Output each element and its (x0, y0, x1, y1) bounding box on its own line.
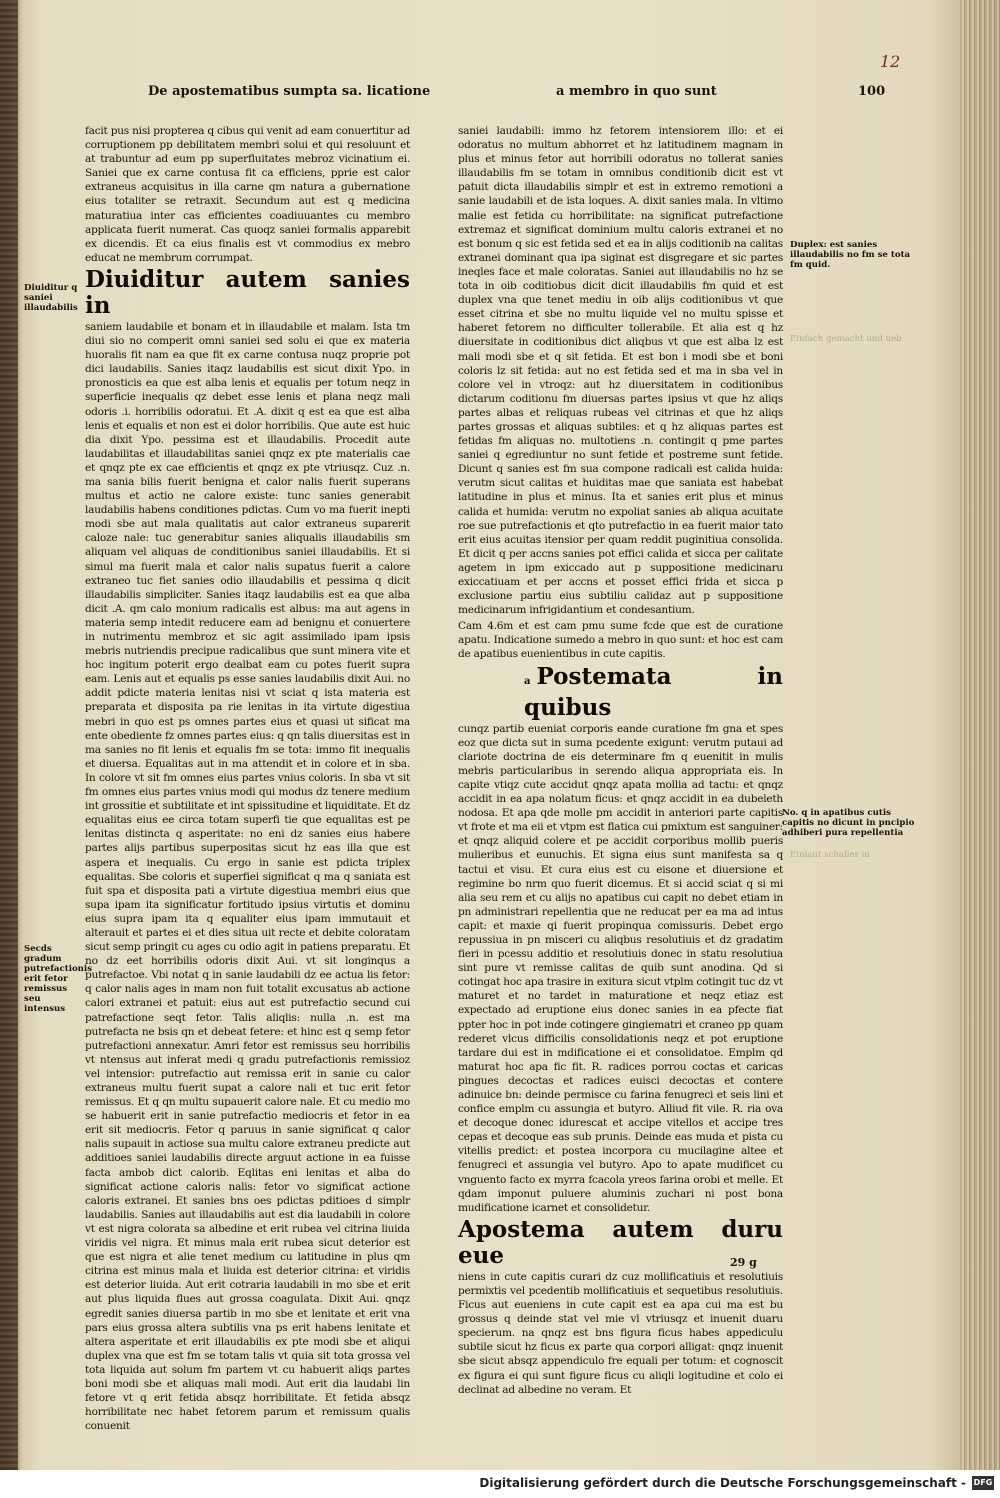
folio-ink-number: 12 (880, 52, 901, 71)
right-paragraph-3: cunqz partib eueniat corporis eande curatione fm gna et spes eoz que dicta sut in suma pcedente exigunt: verutm putaui ad clariote doctrina de eis determinare fm q euenitit in mulis mebris particularibus in serendo aliqua appropriata eis. In capite vtiqz cute accidut qnqz apata mollia ad tactu: et qnqz accidit in ea apa nolatum ficus: et qnqz accidit in ea dubeleth nodosa. Et apa qde molle pm accidit in anteriori parte capitis vt frote et ma eii et vtpm est flatica cui pmixtum est sanguiner: et qnqz aliquid colere et pe accidit corporibus mollib pueris mulieribus et eunuchis. Et signa eius sunt manifesta sa q tactui et visu. Et cura eius est cu eisone et diuersione et regimine bo nrm quo fuerit dicemus. Et si accid sciat q si mi alia seu rem et cu alijs no apatibus cui capit no debet etiam in pn administrari repellentia que ne reducat per ea ma ad intus capit: et maxie qi fuerit propinqua comissuris. Debet ergo repussiua in pn misceri cu aliqbus resolutiuis et dz gradatim fieri in pcessu additio et resolutiuis donec in statu resolutiua sint pure vt remisse calitas de quib sunt anodina. Qd si cotingat hoc apa trasire in exitura sicut vtplm cotingit tuc dz vt maturet et no tardet in maturatione et neqz etiaz est expectado ad eruptione eius donec sanies in ea pfecte fiat ppter hoc in pot inde cotingere gingiematri et craneo pp quam rederet vlcus difficilis consolidationis neqz et pot eruptione tardare dui est in mdificatione ei et consolidatoe. Emplm qd maturat hoc apa fic fit. R. radices porrou coctas et caricas pingues decoctas et radices euisci decoctas et contere adinuice bn: deinde permisce cu farina fenugreci et seis lini et confice emplm cu assungia et butyro. Alliud fit vile. R. ria ova et decoque donec idurescat et accipe vitellos et accipe tres cepas et decoque eas sub prunis. Deinde eas muda et pista cu vitellis predict: et postea incorpora cu mucilagine altee et fenugreci et assungia vel butyro. Apo to apate mudificet cu vnguento facto ex myrra fcacola yreos farina orobi et melle. Et qdam imponut puluere aluminis zuchari ni post bona mudificatione icarnet et consolidetur. (458, 722, 783, 1214)
header-left-title: De apostematibus sumpta sa. licatione (148, 84, 431, 99)
left-paragraph-1: facit pus nisi propterea q cibus qui venit ad eam conuertitur ad corruptionem pp debilitatem membri solui et qui resoluunt et at trabuntur ad eum pp superfluitates mebroz vicinatium ei. Saniei que ex carne contusa fit ca efficiens, pprie est calor extraneus acquisitus in illa carne qm natura a gubernatione eius totaliter se retraxit. Secundum aut est q medicina maturatiua inter cas efficientes coadiuuantes cu membro applicata fuerit numerat. Cas quoqz saniei formalis apparebit ex dicendis. Et ca eius finalis est vt commodius ex mebro educat ne membrum corrumpat. (85, 125, 410, 264)
margin-note-right-faint-2: Einlaut schaller in (790, 850, 870, 860)
right-heading-postemata-text: Postemata in quibus (524, 662, 783, 721)
margin-note-right-1: Duplex: est sanies illaudabilis no fm se tota fm quid. (790, 240, 911, 270)
margin-note-right-faint-1: Einfach gemacht und ueb (790, 334, 902, 344)
signature-mark: 29 g (730, 1256, 757, 1269)
left-text-column (85, 124, 410, 1433)
right-paragraph-4: niens in cute capitis curari dz cuz mollificatiuis et resolutiuis permixtis vel pcedentib mollificatiuis et sequetibus resolutiuis. Ficus aut eueniens in cute capit est ea apa cui ma est bu grossus q deinde stat vel mie vl vtriusqz et inuenit duaru specierum. na qnqz est bns figura ficus habes appediculu subtile sicut hz ficus ex parte qua corpori alligat: qnqz inuenit sbe sicut absqz appendiculo fre equali per totum: et cognoscit ex figura ei qui sunt figure ficus cu aliqli logitudine et colo ei declinat ad albedine no veram. Et (458, 1270, 783, 1396)
page-edges (960, 0, 1000, 1470)
running-header (148, 84, 886, 106)
footer-bar (0, 1470, 1000, 1498)
margin-note-left-2: Secds gradum putrefactionis erit fetor remissus seu intensus (24, 944, 93, 1014)
right-heading-postemata (458, 664, 783, 721)
left-paragraph-2: saniem laudabile et bonam et in illaudabile et malam. Ista tm diui sio no comperit omni saniei sed solu ei que ex materia huoralis fit nam ea que fit ex carne contusa nuqz proprie pot dici laudabilis. Sanies itaqz laudabilis est sicut dixit Ypo. in pronosticis ea que est alba lenis et equalis per totum neqz in superficie inequalis qz debet esse lenis et plana neqz mali odoris .i. horribilis odoratui. Et .A. dixit q est ea que est alba lenis et equalis et non est ei dolor horribilis. Que aute est huic dia dixit Ypo. pessima est et illaudabilis. Procedit aute laudabilitas et illaudabilitas saniei qnqz ex pte materialis cae et qnqz pte ex cae efficientis et qnqz ex pte vtriusqz. Cuz .n. ma sania bilis fuerit benigna et calor nalis fuerit superans multus et actio ne calore existe: tunc sanies generabit laudabilis habens conditiones pdictas. Cum vo ma fuerit inepti modi sbe aut mala qualitatis aut calor extraneus suparerit caloze nale: tuc generabitur sanies aliqualis illaudabilis sm aliquam vel aliquas de conditionibus saniei illaudabilis. Et si simul ma fuerit mala et calor nalis supatus fuerit a calore extraneo tuc fiet sanies odio illaudabilis et pessima q dicit illaudabilis simpliciter. Sanies itaqz laudabilis est ea que alba dicit .A. qm calo monium radicalis est albus: ma aut agens in materia semp intedit reducere eam ad benignu et conuertere in nutrimentu membroz et sic agit assimilado ipam ipsis mebris nutriendis precipue radicalibus que sunt minera vite et hoc ingitum poterit ergo dealbat eam cu potes fuerit supra eam. Lenis aut et equalis ps esse sanies laudabilis dixit Aui. no addit pdicte materia lenitas nisi vt sciat q ista materia est preparata et disposita pa rie lenitas in ita virtute digestiua mebri in quo est ps omnes partes eius et quasi ut sificat ma ente obediente fz omnes partes eius: q qn talis diuersitas est in ma sanies no fit lenis et equalis fm se tota: immo fit inequalis et diuersa. Equalitas aut in ma attendit et in colore et in sba. In colore vt sit fm omnes eius partes vnius coloris. In sba vt sit fm omnes eius partes vnius modi qui modus dz tenere medium int grossitie et subtilitate et int spissitudine et liquiditate. Et dz equalitas eius ee circa totam superfi tie que equalitas est pe lenitas distincta q asperitate: no eni dz sanies eius habere partes alijs partibus superpositas sicut hz eas illa que est aspera et inequalis. Cu ergo in sanie est pdicta triplex equalitas. Sbe coloris et superfiei significat q ma q saniata est fuit spa et disposita pati a virtute digestiua membri eius que supa ipam ita significatur fortitudo ipsius virtutis et dominu eius supra ipam ita q equaliter eius ipam immutauit et alterauit et partes ei et dies situa uit recte et debite coloratam sicut semp pringit cu ages cu odio agit in patiens preparatu. Et no dz eet horribilis odoris dixit Aui. vt sit longinqus a putrefactoe. Vbi notat q in sanie laudabili dz ee actua lis fetor: q calor nalis ages in mam non fuit totalit excusatus ab actione calori extranei et patuit: eius aut est putrefactio secund cui patrefactione seqt fetor. Talis aliqlis: nulla .n. est ma putrefacta ne bsis qn et debeat fetere: et hinc est q semp fetor putrefactioni annexatur. Amri fetor est remissus seu horribilis vt ntensus aut inferat medi q gradu putrefactionis remissioz vel intensior: putrefactio aut remissa erit in sanie cu calor extraneus multu fuerit supat a calore nali et tuc erit fetor remissus. Et q qn multu supauerit calore nale. Et cu medio mo se habuerit erit in sanie putrefactio mediocris et fetor in ea erit sit mediocris. Fetor q paruus in sanie significat q calor nalis supauit in actiose sua multu calore extraneu predicte aut additioes saniei laudabilis directe arguut actione in ea fuisse facta ambob dict calorib. Eqlitas eni lenitas et alba do significat actione caloris nalis: fetor vo significat actione caloris extranei. Et sanies bns oes pdictas pditioes d simplr laudabilis. Sanies aut illaudabilis aut est dia laudabili in colore vt est nigra colorata sa albedine et erit rubea vel citrina liuida viridis vel nigra. Et minus mala erit rubea sicut deterior est que est nigra et alie tenet medium cu latitudine in plus qm citrina est minus mala et liuida est deterior citrina: et viridis est deterior liuida. Aut erit cotraria laudabili in mo sbe et erit aut plus liquida flues aut grossa coagulata. Dixit Aui. qnqz egredit sanies diuersa partib in mo sbe et lenitate et erit vna pars eius grossa altera subtilis vna ps erit habens lenitate et altera asperitate et erit illaudabilis ex pte modi sbe et aliqui duplex vna que est fm se totam talis vt quia sit tota grossa vel tota liquida aut solum fm partem vt cu habuerit aliqs partes boni modi sbe et aliquas mali modi. Aut erit dia laudabi lin fetore vt q erit fetida absqz horribilitate. Et fetida absqz horribilitate nec habet fetorem parum et remissum qualis conuenit (85, 320, 410, 1433)
footer-credit: Digitalisierung gefördert durch die Deutsche Forschungsgemeinschaft - (479, 1476, 966, 1490)
right-heading-apostema: Apostema autem duru eue (458, 1215, 783, 1269)
right-paragraph-1: saniei laudabili: immo hz fetorem intensiorem illo: et ei odoratus no multum abhorret et hz latitudinem magnam in plus et minus fetor aut horribili odoratus no tollerat sanies illaudabilis fm se totam in omnibus conditionib dicit est vt patuit dicta illaudabilis simplr et est in extremo remotioni a sanie laudabili et de ista loques. A. dixit sanies mala. In vltimo malie est fetida cu horribilitate: na significat putrefactione extremaz et significat dominium multu caloris extranei et no est bonum q sic est fetida sed et ea in alijs coditionib na calitas extranei dominant qua ipa siginat est disgregare et sic partes ineqles face et male coloratas. Saniei aut illaudabilis no hz se tota in oib coditiobus dicit dicit illaudabilis fm quid et est duplex vna que tenet mediu in oib alijs coditionibus vt que esset citrina et sbe no multu liquide vel no multu spisse et haberet fetorem no difficulter tollerabile. Et alia est q hz diuersitate in coditionibus dict aliqbus vt que est alba lz est mali modi sbe et q sit fetida. Et est bon i modi sbe et boni coloris lz sit fetida: aut no est fetida sed et ma in sba vel in colore vel in vtroqz: aut hz diuersitatem in coditionibus dictarum coditionu fm diuersas partes ipsius vt que hz aliqs partes albas et reliquas rubeas vel citrinas et que hz aliqs partes grossas et aliquas subtiles: et q hz aliquas partes est fetidas fm aliquas no. multotiens .n. contingit q pme partes saniei q egrediuntur no sunt fetide et postreme sunt fetide. Dicunt q sanies est fm sua compone radicali est calida huida: verutm sicut calitas et huiditas mae que saniata est habebat latitudine in plus et minus. Ita et sanies erit plus et minus calida et humida: verutm no expoliat sanies ab aliqua acuitate roe sue putrefactionis et qto putrefactio in ea fuerit maior tato erit eius acuitas itensior per quam reddit puginitiua consolida. Et dicit q per accns sanies pot effici calida et sicca per calitate agetem in ipm exiccado aut p suppositione medicinaru exiccatiuam et per accns et posset effici frida et sicca p exclusione partiu eius subtiliu calidaz aut p suppositione medicinarum infrigidantium et condesantium. (458, 125, 783, 617)
margin-note-left-1: Diuiditur q saniei illaudabilis (24, 283, 78, 313)
left-heading-diuiditur: Diuiditur autem sanies in (85, 265, 410, 319)
section-marker: a (524, 675, 531, 687)
right-text-column (458, 124, 783, 1396)
header-center-title: a membro in quo sunt (556, 84, 717, 99)
dfg-logo-icon: DFG (972, 1476, 994, 1490)
margin-note-right-2: No. q in apatibus cutis capitis no dicunt in pncipio adhiberi pura repellentia (782, 808, 915, 838)
page-number: 100 (858, 84, 886, 99)
book-binding (0, 0, 18, 1470)
right-chapter-heading: Cam 4.6m et est cam pmu sume fcde que est de curatione apatu. Indicatione sumedo a mebro in quo sunt: et hoc est cam de apatibus euenientibus in cute capitis. (458, 620, 783, 661)
